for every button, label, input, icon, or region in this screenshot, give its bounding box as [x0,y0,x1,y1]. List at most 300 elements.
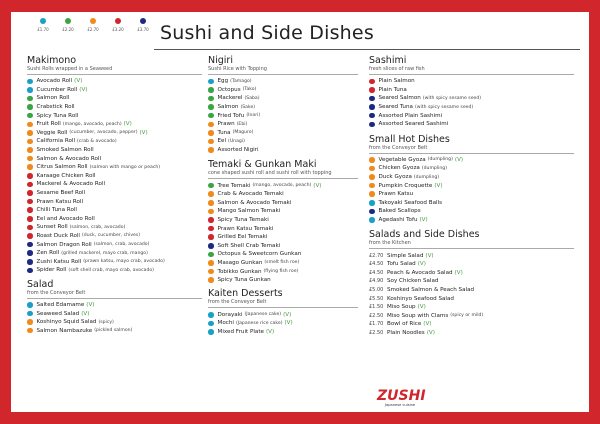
item-name: Prawn Katsu [378,191,414,198]
item-name: Dorayaki [217,311,243,318]
item-name: Salmon Nambazuke [36,327,93,334]
vegetarian-mark: (V) [79,86,88,93]
item-name: Assorted Seared Sashimi [378,121,449,128]
vegetarian-mark: (V) [265,328,275,335]
item-note: (Inari) [246,113,261,119]
item-name: Salmon [217,104,239,111]
vegetarian-mark: (V) [81,310,90,317]
item-name: Soy Chicken Salad [387,278,439,285]
item-price: £2.70 [369,252,384,259]
price-dot-icon [369,79,375,85]
price-dot-icon [27,156,33,162]
item-name: Smoked Salmon & Peach Salad [387,286,475,293]
item-note: (prawn katsu, mayo crab, avocado) [83,259,165,265]
menu-item [208,276,358,285]
section-subtitle: fresh slices of raw fish [369,66,425,72]
item-note: (soft shell crab, mayo crab, avocado) [68,267,154,273]
menu-item [27,301,202,310]
legend-entry [83,18,103,32]
price-dot-icon [140,18,146,24]
price-dot-icon [208,79,214,85]
price-dot-icon [27,233,33,239]
item-note: (dumpling) [427,157,453,163]
item-price: £4.50 [369,269,384,276]
price-dot-icon [208,183,214,189]
price-dot-icon [208,147,214,153]
menu-item [208,233,358,242]
section-desserts [208,289,358,336]
menu-item [369,207,574,216]
price-dot-icon [369,104,375,110]
price-dot-icon [208,139,214,145]
menu-item [27,257,202,266]
menu-item [27,309,202,318]
price-dot-icon [27,147,33,153]
item-price: £1.50 [369,304,384,311]
item-name: Salmon Roll [36,95,70,102]
item-name: Mackerel [217,95,243,102]
item-note: (salmon, crab, avocado) [69,224,126,230]
section-title: Small Hot Dishes [369,133,450,145]
price-dot-icon [369,96,375,102]
item-name: Grilled Eel Temaki [217,234,268,241]
item-note: (Sake) [240,104,256,110]
section-subtitle: cone shaped sushi roll and sushi roll with topping [208,170,332,177]
menu-item [208,94,358,103]
item-note: (Unagi) [228,138,245,144]
price-dot-icon [208,269,214,275]
column-right [369,56,574,342]
item-name: Prawn Katsu Roll [36,198,83,205]
price-dot-icon [27,122,33,128]
price-dot-icon [27,268,33,274]
column-left [27,56,202,340]
price-dot-icon [27,87,33,93]
item-name: Seaweed Salad [36,310,80,317]
menu-item [369,86,574,95]
item-name: Mochi [217,320,234,327]
item-name: Fruit Roll [36,121,61,128]
menu-item [369,94,574,103]
price-dot-icon [369,183,375,189]
price-dot-icon [27,139,33,145]
menu-item [27,240,202,249]
menu-item [27,154,202,163]
page-title: Sushi and Side Dishes [160,22,374,44]
vegetarian-mark: (V) [426,329,435,336]
item-note: (pickled salmon) [94,328,133,334]
item-note: (dumpling) [421,165,448,171]
item-note: (Japanese cake) [244,312,282,318]
item-price: £5.50 [369,295,384,302]
menu-item [208,120,358,129]
item-name: Plain Noodles [387,329,425,336]
item-name: Tofu Salad [387,261,416,268]
item-note: (mango, avocado, peach) [252,183,312,189]
vegetarian-mark: (V) [454,269,463,276]
menu-item [208,259,358,268]
price-dot-icon [115,18,121,24]
menu-item [27,172,202,181]
menu-item [27,249,202,258]
section-sides [369,230,574,337]
title-divider [154,49,580,50]
section-divider [208,74,358,75]
menu-item [27,206,202,215]
item-name: Crabstick Roll [36,104,75,111]
price-dot-icon [208,260,214,266]
menu-item [369,173,574,182]
menu-item [27,189,202,198]
price-dot-icon [27,328,33,334]
item-note: (flying fish roe) [263,269,299,275]
item-name: Mackerel & Avocado Roll [36,181,106,188]
item-name: Seared Salmon [378,95,421,102]
item-name: Plain Salmon [378,78,415,85]
item-name: Salmon Dragon Roll [36,241,92,248]
item-name: Avocado Roll [36,78,73,85]
section-divider [369,153,574,154]
section-divider [208,178,358,179]
section-sashimi [369,56,574,129]
price-dot-icon [27,302,33,308]
menu-item [369,103,574,112]
menu-item [208,181,358,190]
item-note: (spicy or mild) [450,313,484,319]
section-title: Kaiten Desserts [208,288,283,300]
item-note: (salmon, crab, avocado) [93,242,150,248]
menu-item [208,129,358,138]
section-title: Nigiri [208,55,233,66]
price-dot-icon [208,321,214,327]
legend-entry [33,18,53,32]
menu-item [27,146,202,155]
menu-item [27,120,202,129]
item-price: £2.50 [369,312,384,319]
item-name: California Roll [36,138,76,145]
item-name: Citrus Salmon Roll [36,164,88,171]
vegetarian-mark: (V) [313,182,322,189]
vegetarian-mark: (V) [139,129,148,136]
item-name: Bowl of Rice [387,321,422,328]
price-dot-icon [27,96,33,102]
price-dot-icon [369,157,375,163]
zushi-logo [375,385,435,407]
logo-tagline: Japanese cuisine [385,403,416,407]
menu-item [208,77,358,86]
price-dot-icon [208,209,214,215]
menu-item [369,294,574,303]
item-note: (dumpling) [413,174,440,180]
menu-item [369,181,574,190]
item-name: Salmon & Avocado Temaki [217,199,292,206]
item-name: Smoked Salmon Roll [36,147,94,154]
price-dot-icon [208,104,214,110]
menu-item [208,146,358,155]
menu-item [27,163,202,172]
item-price: £5.00 [369,286,384,293]
item-name: Spider Roll [36,267,67,274]
item-note: (cucumber, avocado, pepper) [69,130,138,136]
section-title: Salad [27,278,54,290]
menu-item [369,311,574,320]
legend-price: £2.20 [62,27,74,32]
item-name: Veggie Roll [36,129,68,136]
menu-item [27,223,202,232]
item-name: Fried Tofu [217,112,245,119]
price-dot-icon [27,199,33,205]
item-name: Octopus [217,86,241,93]
vegetarian-mark: (V) [123,121,132,128]
item-name: Simple Salad [387,252,424,259]
price-dot-icon [27,216,33,222]
vegetarian-mark: (V) [417,261,426,268]
price-dot-icon [208,122,214,128]
vegetarian-mark: (V) [419,217,428,224]
menu-item [369,199,574,208]
section-subtitle: Sushi Rolls wrapped in a Seaweed [27,66,113,72]
price-dot-icon [369,174,375,180]
menu-item [208,86,358,95]
item-price: £1.70 [369,321,384,328]
item-name: Mixed Fruit Plate [217,328,264,335]
item-name: Pumpkin Croquette [378,182,433,189]
item-name: Zushi Katsu Roll [36,258,82,265]
section-divider [27,74,202,75]
price-legend [33,18,153,32]
price-dot-icon [369,122,375,128]
price-dot-icon [208,226,214,232]
price-dot-icon [27,207,33,213]
item-note: (Tako) [242,87,257,93]
legend-entry [108,18,128,32]
menu-item [208,137,358,146]
item-name: Zen Roll [36,250,60,257]
price-dot-icon [27,319,33,325]
item-name: Salmon & Avocado Roll [36,155,102,162]
menu-item [208,111,358,120]
price-dot-icon [27,225,33,231]
item-name: Agedashi Tofu [378,217,418,224]
section-subtitle: from the Conveyor Belt [27,289,86,296]
menu-item [369,320,574,329]
menu-item [369,164,574,173]
menu-item [27,137,202,146]
menu-item [369,269,574,278]
vegetarian-mark: (V) [283,311,292,318]
price-dot-icon [369,217,375,223]
item-name: Prawn [217,121,235,128]
item-name: Miso Soup with Clams [387,312,449,319]
menu-item [208,319,358,328]
column-middle [208,56,358,341]
price-dot-icon [208,312,214,318]
item-name: Miso Soup [387,304,416,311]
item-name: Chilli Tuna Roll [36,207,77,214]
menu-page [11,12,589,412]
price-dot-icon [27,182,33,188]
menu-item [369,251,574,260]
item-name: Peach & Avocado Salad [387,269,453,276]
price-dot-icon [208,87,214,93]
menu-item [369,77,574,86]
section-divider [27,298,202,299]
price-dot-icon [27,113,33,119]
menu-item [369,216,574,225]
menu-item [369,120,574,129]
item-note: (duck, cucumber, chives) [81,233,141,239]
price-dot-icon [208,191,214,197]
price-dot-icon [208,200,214,206]
price-dot-icon [27,164,33,170]
menu-item [369,190,574,199]
item-name: Seared Tuna [378,104,413,111]
menu-item [27,197,202,206]
legend-entry [58,18,78,32]
section-title: Sashimi [369,55,407,66]
price-dot-icon [65,18,71,24]
price-dot-icon [27,190,33,196]
menu-item [208,103,358,112]
section-title: Temaki & Gunkan Maki [208,159,317,171]
item-name: Assorted Nigiri [217,147,259,154]
item-name: Baked Scallops [378,208,421,215]
menu-item [27,77,202,86]
menu-item [369,111,574,120]
item-note: (Maguro) [232,130,254,136]
price-dot-icon [208,252,214,258]
item-name: Plain Tuna [378,86,407,93]
price-dot-icon [369,191,375,197]
item-name: Koshinyo Seafood Salad [387,295,454,302]
item-name: Koshinyo Squid Salad [36,319,97,326]
menu-item [208,242,358,251]
item-name: Spicy Tuna Roll [36,112,79,119]
section-divider [369,248,574,249]
price-dot-icon [208,96,214,102]
vegetarian-mark: (V) [423,321,432,328]
section-subtitle: Sushi Rice with Topping [208,66,267,72]
vegetarian-mark: (V) [284,320,293,327]
vegetarian-mark: (V) [425,252,434,259]
price-dot-icon [90,18,96,24]
menu-item [369,277,574,286]
price-dot-icon [27,311,33,317]
item-name: Spicy Tuna Gunkan [217,277,271,284]
item-name: Prawn Katsu Temaki [217,225,274,232]
menu-item [27,94,202,103]
item-note: (grilled mackerel, mayo crab, mango) [61,250,148,256]
item-name: Masago Gunkan [217,259,263,266]
item-name: Karaage Chicken Roll [36,172,96,179]
item-note: (with spicy sesame seed) [422,95,482,101]
section-divider [208,307,358,308]
vegetarian-mark: (V) [417,304,426,311]
price-dot-icon [208,234,214,240]
menu-item [27,103,202,112]
price-dot-icon [369,166,375,172]
price-dot-icon [27,130,33,136]
price-dot-icon [27,104,33,110]
menu-item [27,86,202,95]
menu-item [27,266,202,275]
item-price: £4.50 [369,261,384,268]
section-subtitle: from the Conveyor Belt [208,299,267,306]
legend-entry [133,18,153,32]
menu-item [208,216,358,225]
menu-item [369,303,574,312]
menu-item [369,329,574,338]
section-divider [369,74,574,75]
item-name: Tuna [217,129,231,136]
item-note: (crab & avocado) [77,138,117,144]
item-price: £4.90 [369,278,384,285]
item-name: Eel [217,138,227,145]
legend-price: £3.70 [137,27,149,32]
item-note: (smelt fish roe) [264,260,300,266]
item-name: Sesame Beef Roll [36,190,86,197]
price-dot-icon [208,217,214,223]
section-hot-dishes [369,135,574,225]
logo-brand: ZUSHI [377,388,426,404]
menu-item [27,318,202,327]
item-note: (Saba) [244,95,260,101]
menu-item [208,250,358,259]
item-name: Soft Shell Crab Temaki [217,242,281,249]
vegetarian-mark: (V) [74,78,83,85]
section-nigiri [208,56,358,154]
menu-item [208,190,358,199]
vegetarian-mark: (V) [86,301,95,308]
item-name: Eel and Avocado Roll [36,215,95,222]
price-dot-icon [369,87,375,93]
menu-item [208,224,358,233]
price-dot-icon [27,79,33,85]
item-name: Spicy Tuna Temaki [217,217,269,224]
price-dot-icon [40,18,46,24]
price-dot-icon [208,113,214,119]
item-name: Tobikko Gunkan [217,268,262,275]
section-subtitle: from the Kitchen [369,240,411,247]
legend-price: £1.70 [37,27,49,32]
section-subtitle: from the Conveyor Belt [369,144,428,151]
price-dot-icon [369,200,375,206]
section-temaki [208,160,358,284]
item-note: (Ebi) [236,121,248,127]
price-dot-icon [369,209,375,215]
price-dot-icon [27,242,33,248]
item-name: Crab & Avocado Temaki [217,191,284,198]
price-dot-icon [208,329,214,335]
item-note: (mango, avocado, peach) [62,121,122,127]
item-name: Tree Temaki [217,182,251,189]
item-name: Duck Gyoza [378,174,412,181]
price-dot-icon [208,130,214,136]
menu-item [208,267,358,276]
menu-item [369,286,574,295]
item-note: (Japanese rice cake) [235,320,283,326]
price-dot-icon [369,113,375,119]
item-name: Assorted Plain Sashimi [378,112,443,119]
menu-item [27,232,202,241]
menu-item [369,260,574,269]
section-title: Makimono [27,55,77,66]
item-name: Cucumber Roll [36,86,78,93]
section-salad [27,280,202,335]
item-note: (salmon with mango or peach) [89,164,161,170]
menu-item [208,199,358,208]
item-name: Roast Duck Roll [36,232,80,239]
